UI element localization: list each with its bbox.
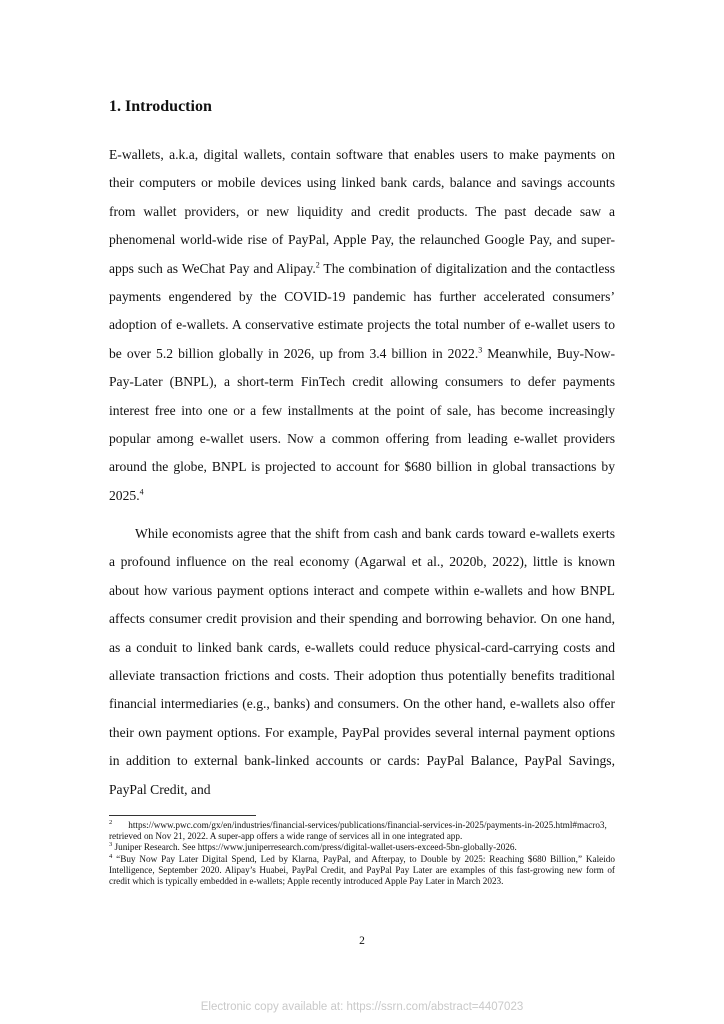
paragraph-text: Meanwhile, Buy-Now-Pay-Later (BNPL), a short-term FinTech credit allowing consumers to defer payments interest free into one or a few installments at the point of sale, has become increasingly popular among e-wallet users. Now a common offering from leading e-wallet providers around the globe, BNPL is projected to account for $680 billion in global transactions by 2025. [109, 345, 615, 503]
footnote-marker: 4 [109, 852, 113, 860]
footnote-text: Juniper Research. See https://www.juniperresearch.com/press/digital-wallet-users-exceed-5bn-globally-2026. [112, 842, 517, 853]
paragraph-text: The combination of digitalization and the contactless payments engendered by the COVID-19 pandemic has further accelerated consumers’ adoption of e-wallets. A conservative estimate projects the total number of e-wallet users to be over 5.2 billion globally in 2026, up from 3.4 billion in 2022. [109, 260, 615, 361]
ssrn-watermark: Electronic copy available at: https://ssrn.com/abstract=4407023 [200, 1001, 524, 1013]
footnote-3 [109, 842, 615, 853]
paragraph-intro-2: While economists agree that the shift from cash and bank cards toward e-wallets exerts a profound influence on the real economy (Agarwal et al., 2020b, 2022), little is known about how various payment options interact and compete within e-wallets and how BNPL affects consumer credit provision and their spending and borrowing behavior. On one hand, as a conduit to linked bank cards, e-wallets could reduce physical-card-carrying costs and alleviate transaction frictions and costs. Their adoption thus potentially benefits traditional financial intermediaries (e.g., banks) and consumers. On the other hand, e-wallets also offer their own payment options. For example, PayPal provides several internal payment options in addition to external bank-linked accounts or cards: PayPal Balance, PayPal Savings, PayPal Credit, and [109, 526, 615, 797]
footnote-ref: 3 [478, 345, 483, 355]
footnotes [109, 820, 615, 887]
footnote-2 [109, 820, 615, 842]
page-number: 2 [359, 935, 365, 947]
footnote-separator [109, 815, 256, 816]
section-heading: 1. Introduction [109, 98, 212, 115]
footnote-text: https://www.pwc.com/gx/en/industries/financial-services/publications/financial-services-in-2025/payments-in-2025.html#macro3, retrieved on Nov 21, 2022. A super-app offers a wide range of services all in one integrated app. [109, 820, 607, 842]
footnote-ref: 4 [139, 487, 144, 497]
paragraph-text: E-wallets, a.k.a, digital wallets, contain software that enables users to make payments on their computers or mobile devices using linked bank cards, balance and savings accounts from wallet providers, or new liquidity and credit products. The past decade saw a phenomenal world-wide rise of PayPal, Apple Pay, the relaunched Google Pay, and super-apps such as WeChat Pay and Alipay. [109, 147, 615, 276]
footnote-text: “Buy Now Pay Later Digital Spend, Led by Klarna, PayPal, and Afterpay, to Double by 2025: Reaching $680 Billion,” Kaleido Intelligence, September 2020. Alipay’s Huabei, PayPal Credit, and PayPal Pay Later are examples of this fast-growing new form of credit which is typically embedded in e-wallets; Apple recently introduced Apple Pay Later in March 2023. [109, 853, 615, 887]
paragraph-intro-1 [109, 141, 615, 510]
footnote-4 [109, 854, 615, 888]
footnote-marker: 2 [109, 818, 113, 826]
footnote-ref: 2 [315, 260, 320, 270]
footnote-marker: 3 [109, 841, 113, 849]
